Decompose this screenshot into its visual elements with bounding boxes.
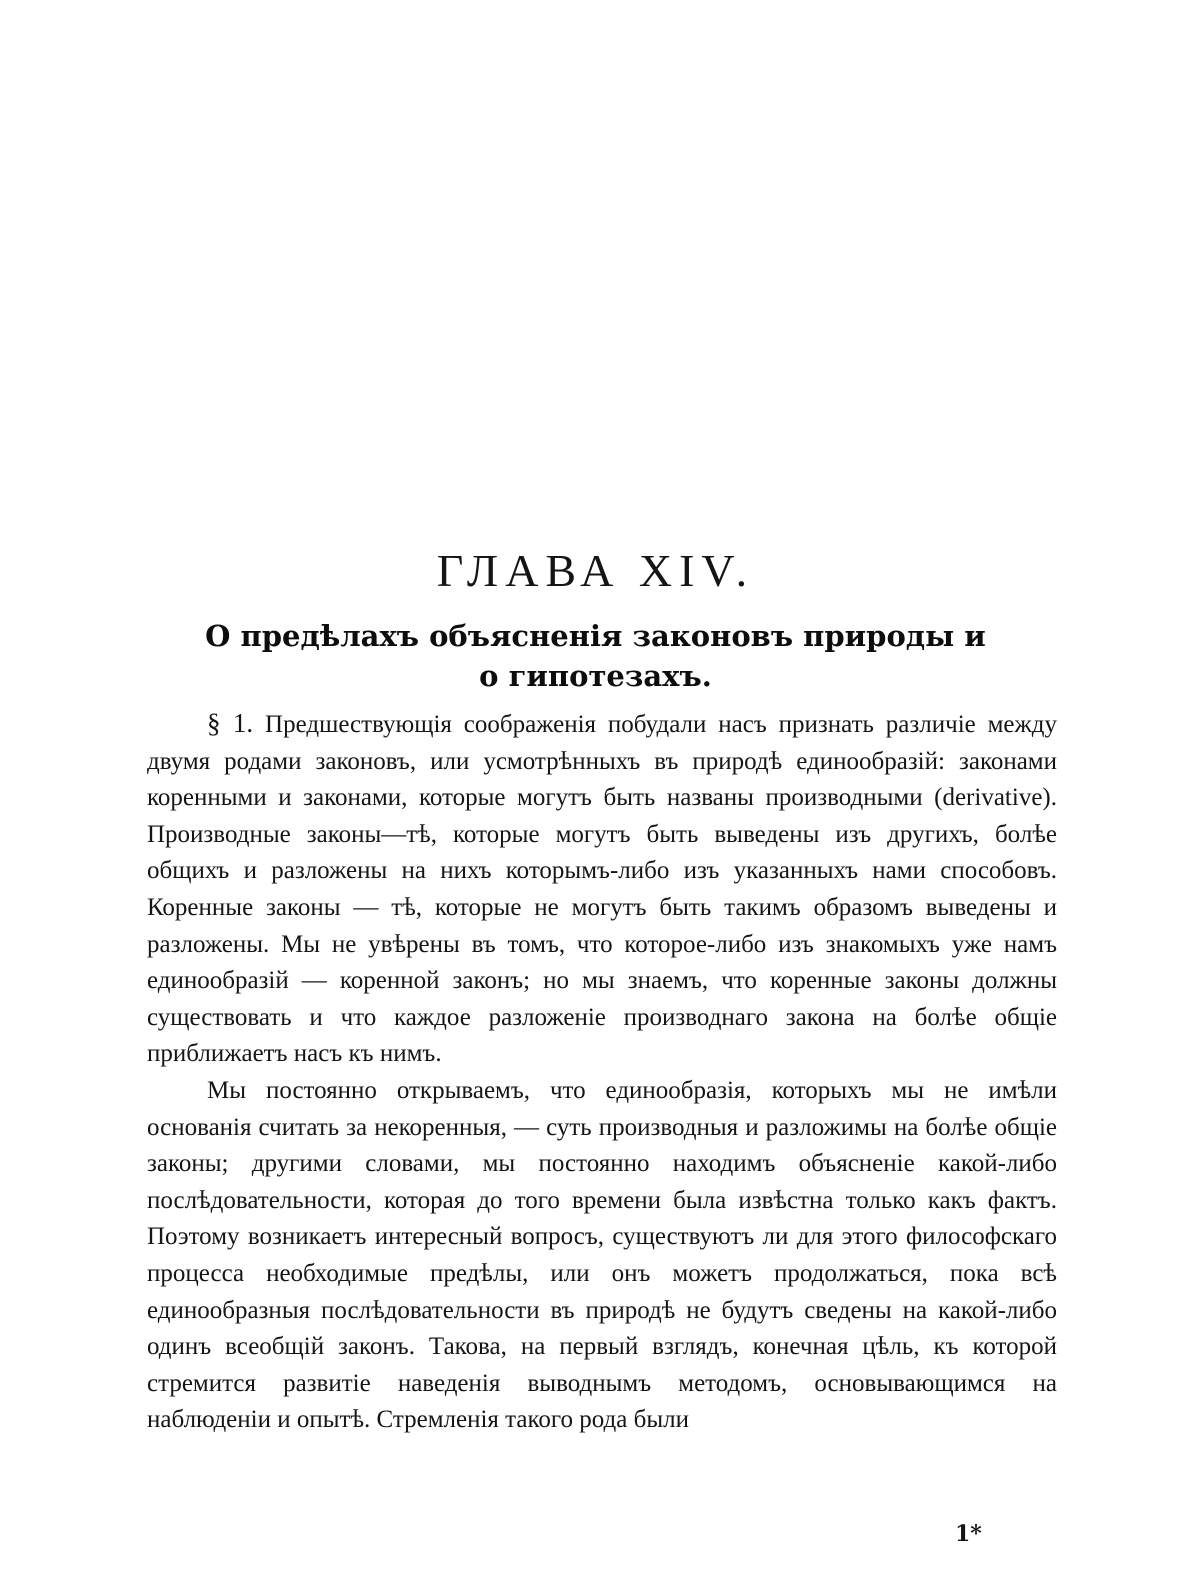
chapter-subtitle-line-2: о гипотезахъ.: [479, 659, 712, 693]
chapter-title: ГЛАВА XIV.: [436, 545, 755, 596]
paragraph-2: [147, 1073, 1057, 1439]
body-text: [147, 705, 1057, 1439]
section-mark: § 1.: [207, 708, 254, 738]
printer-signature-mark: 1*: [955, 1521, 982, 1547]
chapter-subtitle: [150, 616, 1041, 696]
paragraph-2-text: Мы постоянно открываемъ, что единообразія, которыхъ мы не имѣли основанія считать за некоренныя, — суть производныя и разложимы на болѣе общіе законы; другими словами, мы постоянно находимъ объясненіе какой-либо послѣдовательности, которая до того времени была извѣстна только какъ фактъ. Поэтому возникаетъ интересный вопросъ, существуютъ ли для этого философскаго процесса необходимые предѣлы, или онъ можетъ продолжаться, пока всѣ единообразныя послѣдовательности въ природѣ не будутъ сведены на какой-либо одинъ всеобщій законъ. Такова, на первый взглядъ, конечная цѣль, къ которой стремится развитіе наведенія выводнымъ методомъ, основывающимся на наблюденіи и опытѣ. Стремленія такого рода были: [147, 1076, 1057, 1434]
chapter-subtitle-line-1: О предѣлахъ объясненія законовъ природы и: [205, 619, 986, 653]
paragraph-1: [147, 705, 1057, 1073]
paragraph-1-text: Предшествующія соображенія побудали насъ признать различіе между двумя родами законовъ, или усмотрѣнныхъ въ природѣ единообразій: законами коренными и законами, которые могутъ быть названы производными (derivative). Производные законы—тѣ, которые могутъ быть выведены изъ другихъ, болѣе общихъ и разложены на нихъ которымъ-либо изъ указанныхъ нами способовъ. Коренные законы — тѣ, которые не могутъ быть такимъ образомъ выведены и разложены. Мы не увѣрены въ томъ, что которое-либо изъ знакомыхъ уже намъ единообразій — коренной законъ; но мы знаемъ, что коренные законы должны существовать и что каждое разложеніе производнаго закона на болѣе общіе приближаетъ насъ къ нимъ.: [147, 711, 1058, 1068]
